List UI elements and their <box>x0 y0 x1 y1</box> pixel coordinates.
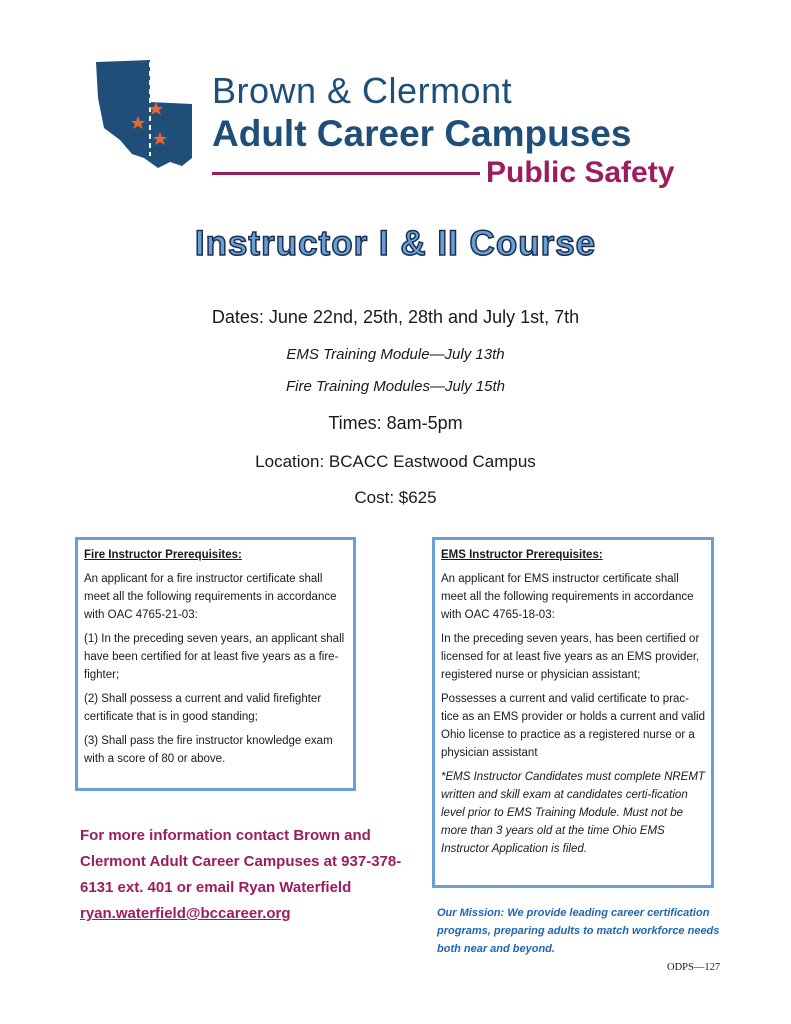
brand-name-line1: Brown & Clermont <box>212 70 513 111</box>
ems-prereq-item: Possesses a current and valid certificate to prac-tice as an EMS provider or holds a current and valid Ohio license to practice as a registered nurse or a physician assistant <box>441 693 705 759</box>
ems-prereq-item: In the preceding seven years, has been certified or licensed for at least five years as an EMS provider, registered nurse or physician assistant; <box>441 633 700 681</box>
fire-prereq-item: (3) Shall pass the fire instructor knowledge exam with a score of 80 or above. <box>84 735 333 765</box>
fire-prereq-intro: An applicant for a fire instructor certificate shall meet all the following requirements in accordance with OAC 4765-21-03: <box>84 573 337 621</box>
course-times: Times: 8am-5pm <box>328 413 463 433</box>
contact-info <box>80 823 410 927</box>
fire-prereq-item: (1) In the preceding seven years, an applicant shall have been certified for at least five years as a fire-fighter; <box>84 633 345 681</box>
ems-prereq-note: *EMS Instructor Candidates must complete NREMT written and skill exam at candidates certi-fication level prior to EMS Training Module. Must not be more than 3 years old at the time Ohio EMS Instructor Application is filed. <box>441 771 705 855</box>
fire-prereq-heading: Fire Instructor Prerequisites: <box>84 549 242 561</box>
ems-prereq-heading: EMS Instructor Prerequisites: <box>441 549 603 561</box>
counties-map-logo <box>92 58 202 178</box>
mission-statement: Our Mission: We provide leading career certification programs, preparing adults to match workforce needs both near and beyond. <box>437 907 720 955</box>
fire-prerequisites-box <box>75 537 356 791</box>
contact-email-link[interactable]: ryan.waterfield@bccareer.org <box>80 905 291 922</box>
document-code: ODPS—127 <box>667 962 721 973</box>
fire-prereq-item: (2) Shall possess a current and valid firefighter certificate that is in good standing; <box>84 693 322 723</box>
course-title: Instructor I & II Course <box>194 224 597 263</box>
ems-module-date: EMS Training Module—July 13th <box>286 346 505 363</box>
map-shape <box>96 60 192 168</box>
ems-prerequisites-box <box>432 537 714 888</box>
course-cost: Cost: $625 <box>354 488 437 507</box>
contact-text: For more information contact Brown and Clermont Adult Career Campuses at 937-378-6131 ext. 401 or email Ryan Waterfield <box>80 827 402 896</box>
fire-module-date: Fire Training Modules—July 15th <box>286 378 505 395</box>
course-dates: Dates: June 22nd, 25th, 28th and July 1st, 7th <box>211 307 580 327</box>
brand-name-line2: Adult Career Campuses <box>212 113 632 154</box>
brand-subtitle: Public Safety <box>486 156 675 189</box>
brand-divider <box>212 172 480 175</box>
ems-prereq-intro: An applicant for EMS instructor certificate shall meet all the following requirements in accordance with OAC 4765-18-03: <box>441 573 694 621</box>
course-location: Location: BCACC Eastwood Campus <box>255 452 536 471</box>
